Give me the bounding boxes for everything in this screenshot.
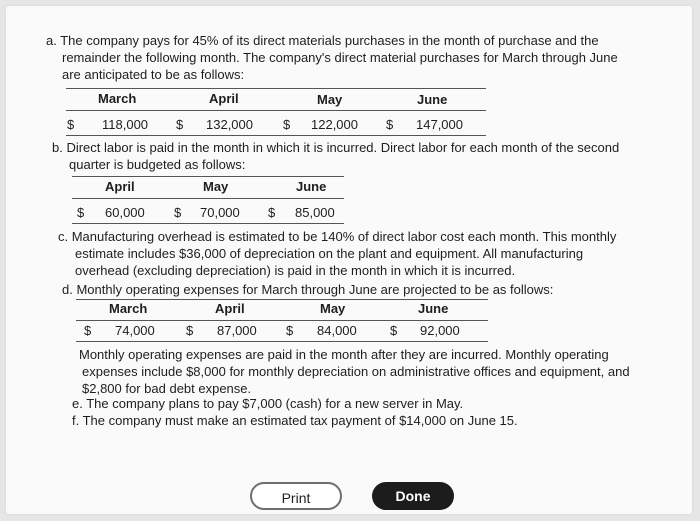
table-d-value-june: 92,000 — [420, 323, 460, 338]
done-button[interactable]: Done — [372, 482, 454, 510]
table-b-header-may: May — [203, 179, 229, 194]
part-b-line-2: quarter is budgeted as follows: — [69, 157, 246, 172]
table-a-mid-rule — [66, 110, 486, 111]
table-b-currency-1: $ — [77, 205, 85, 220]
part-d-note-3: $2,800 for bad debt expense. — [82, 381, 252, 396]
table-a-currency-4: $ — [386, 117, 394, 132]
table-a-value-june: 147,000 — [416, 117, 463, 132]
table-b-header-april: April — [105, 179, 135, 194]
part-a-line-3: are anticipated to be as follows: — [62, 67, 245, 82]
table-d-currency-3: $ — [286, 323, 294, 338]
part-c-line-1: c. Manufacturing overhead is estimated to be 140% of direct labor cost each month. This monthly — [58, 229, 617, 244]
problem-sheet — [6, 6, 692, 514]
part-c-line-3: overhead (excluding depreciation) is paid in the month in which it is incurred. — [75, 263, 516, 278]
table-d-mid-rule — [76, 320, 488, 321]
part-a-line-1: a. The company pays for 45% of its direct materials purchases in the month of purchase and the — [46, 33, 599, 48]
table-a-currency-1: $ — [67, 117, 75, 132]
part-f-line-1: f. The company must make an estimated tax payment of $14,000 on June 15. — [72, 413, 518, 428]
table-b-value-june: 85,000 — [295, 205, 335, 220]
part-c-line-2: estimate includes $36,000 of depreciation on the plant and equipment. All manufacturing — [75, 246, 584, 261]
table-d-header-march: March — [109, 301, 148, 316]
table-a-header-april: April — [209, 91, 239, 106]
table-a-top-rule — [66, 88, 486, 89]
table-a-value-april: 132,000 — [206, 117, 253, 132]
part-e-line-1: e. The company plans to pay $7,000 (cash) for a new server in May. — [72, 396, 464, 411]
table-b-currency-3: $ — [268, 205, 276, 220]
table-a-value-march: 118,000 — [102, 117, 149, 132]
table-d-bottom-rule — [76, 341, 488, 342]
table-b-currency-2: $ — [174, 205, 182, 220]
table-b-value-april: 60,000 — [105, 205, 145, 220]
table-a-currency-3: $ — [283, 117, 291, 132]
table-a-header-may: May — [317, 92, 343, 107]
table-a-value-may: 122,000 — [311, 117, 358, 132]
table-a-header-march: March — [98, 91, 137, 106]
table-b-header-june: June — [296, 179, 327, 194]
table-d-value-may: 84,000 — [317, 323, 357, 338]
table-a-currency-2: $ — [176, 117, 184, 132]
table-d-header-april: April — [215, 301, 245, 316]
table-a-bottom-rule — [66, 135, 486, 136]
table-b-top-rule — [72, 176, 344, 177]
part-b-line-1: b. Direct labor is paid in the month in which it is incurred. Direct labor for each month of the second — [52, 140, 620, 155]
table-d-header-june: June — [418, 301, 449, 316]
table-d-currency-1: $ — [84, 323, 92, 338]
table-b-mid-rule — [72, 198, 344, 199]
table-d-value-april: 87,000 — [217, 323, 257, 338]
print-button[interactable]: Print — [250, 482, 342, 510]
table-a-header-june: June — [417, 92, 448, 107]
part-d-line-1: d. Monthly operating expenses for March through June are projected to be as follows: — [62, 282, 554, 297]
part-d-note-2: expenses include $8,000 for monthly depreciation on administrative offices and equipment, and — [82, 364, 630, 379]
table-d-header-may: May — [320, 301, 346, 316]
table-d-currency-4: $ — [390, 323, 398, 338]
table-b-bottom-rule — [72, 223, 344, 224]
table-d-top-rule — [76, 299, 488, 300]
table-b-value-may: 70,000 — [200, 205, 240, 220]
table-d-value-march: 74,000 — [115, 323, 155, 338]
part-d-note-1: Monthly operating expenses are paid in the month after they are incurred. Monthly operating — [79, 347, 609, 362]
table-d-currency-2: $ — [186, 323, 194, 338]
part-a-line-2: remainder the following month. The company's direct material purchases for March through June — [62, 50, 618, 65]
